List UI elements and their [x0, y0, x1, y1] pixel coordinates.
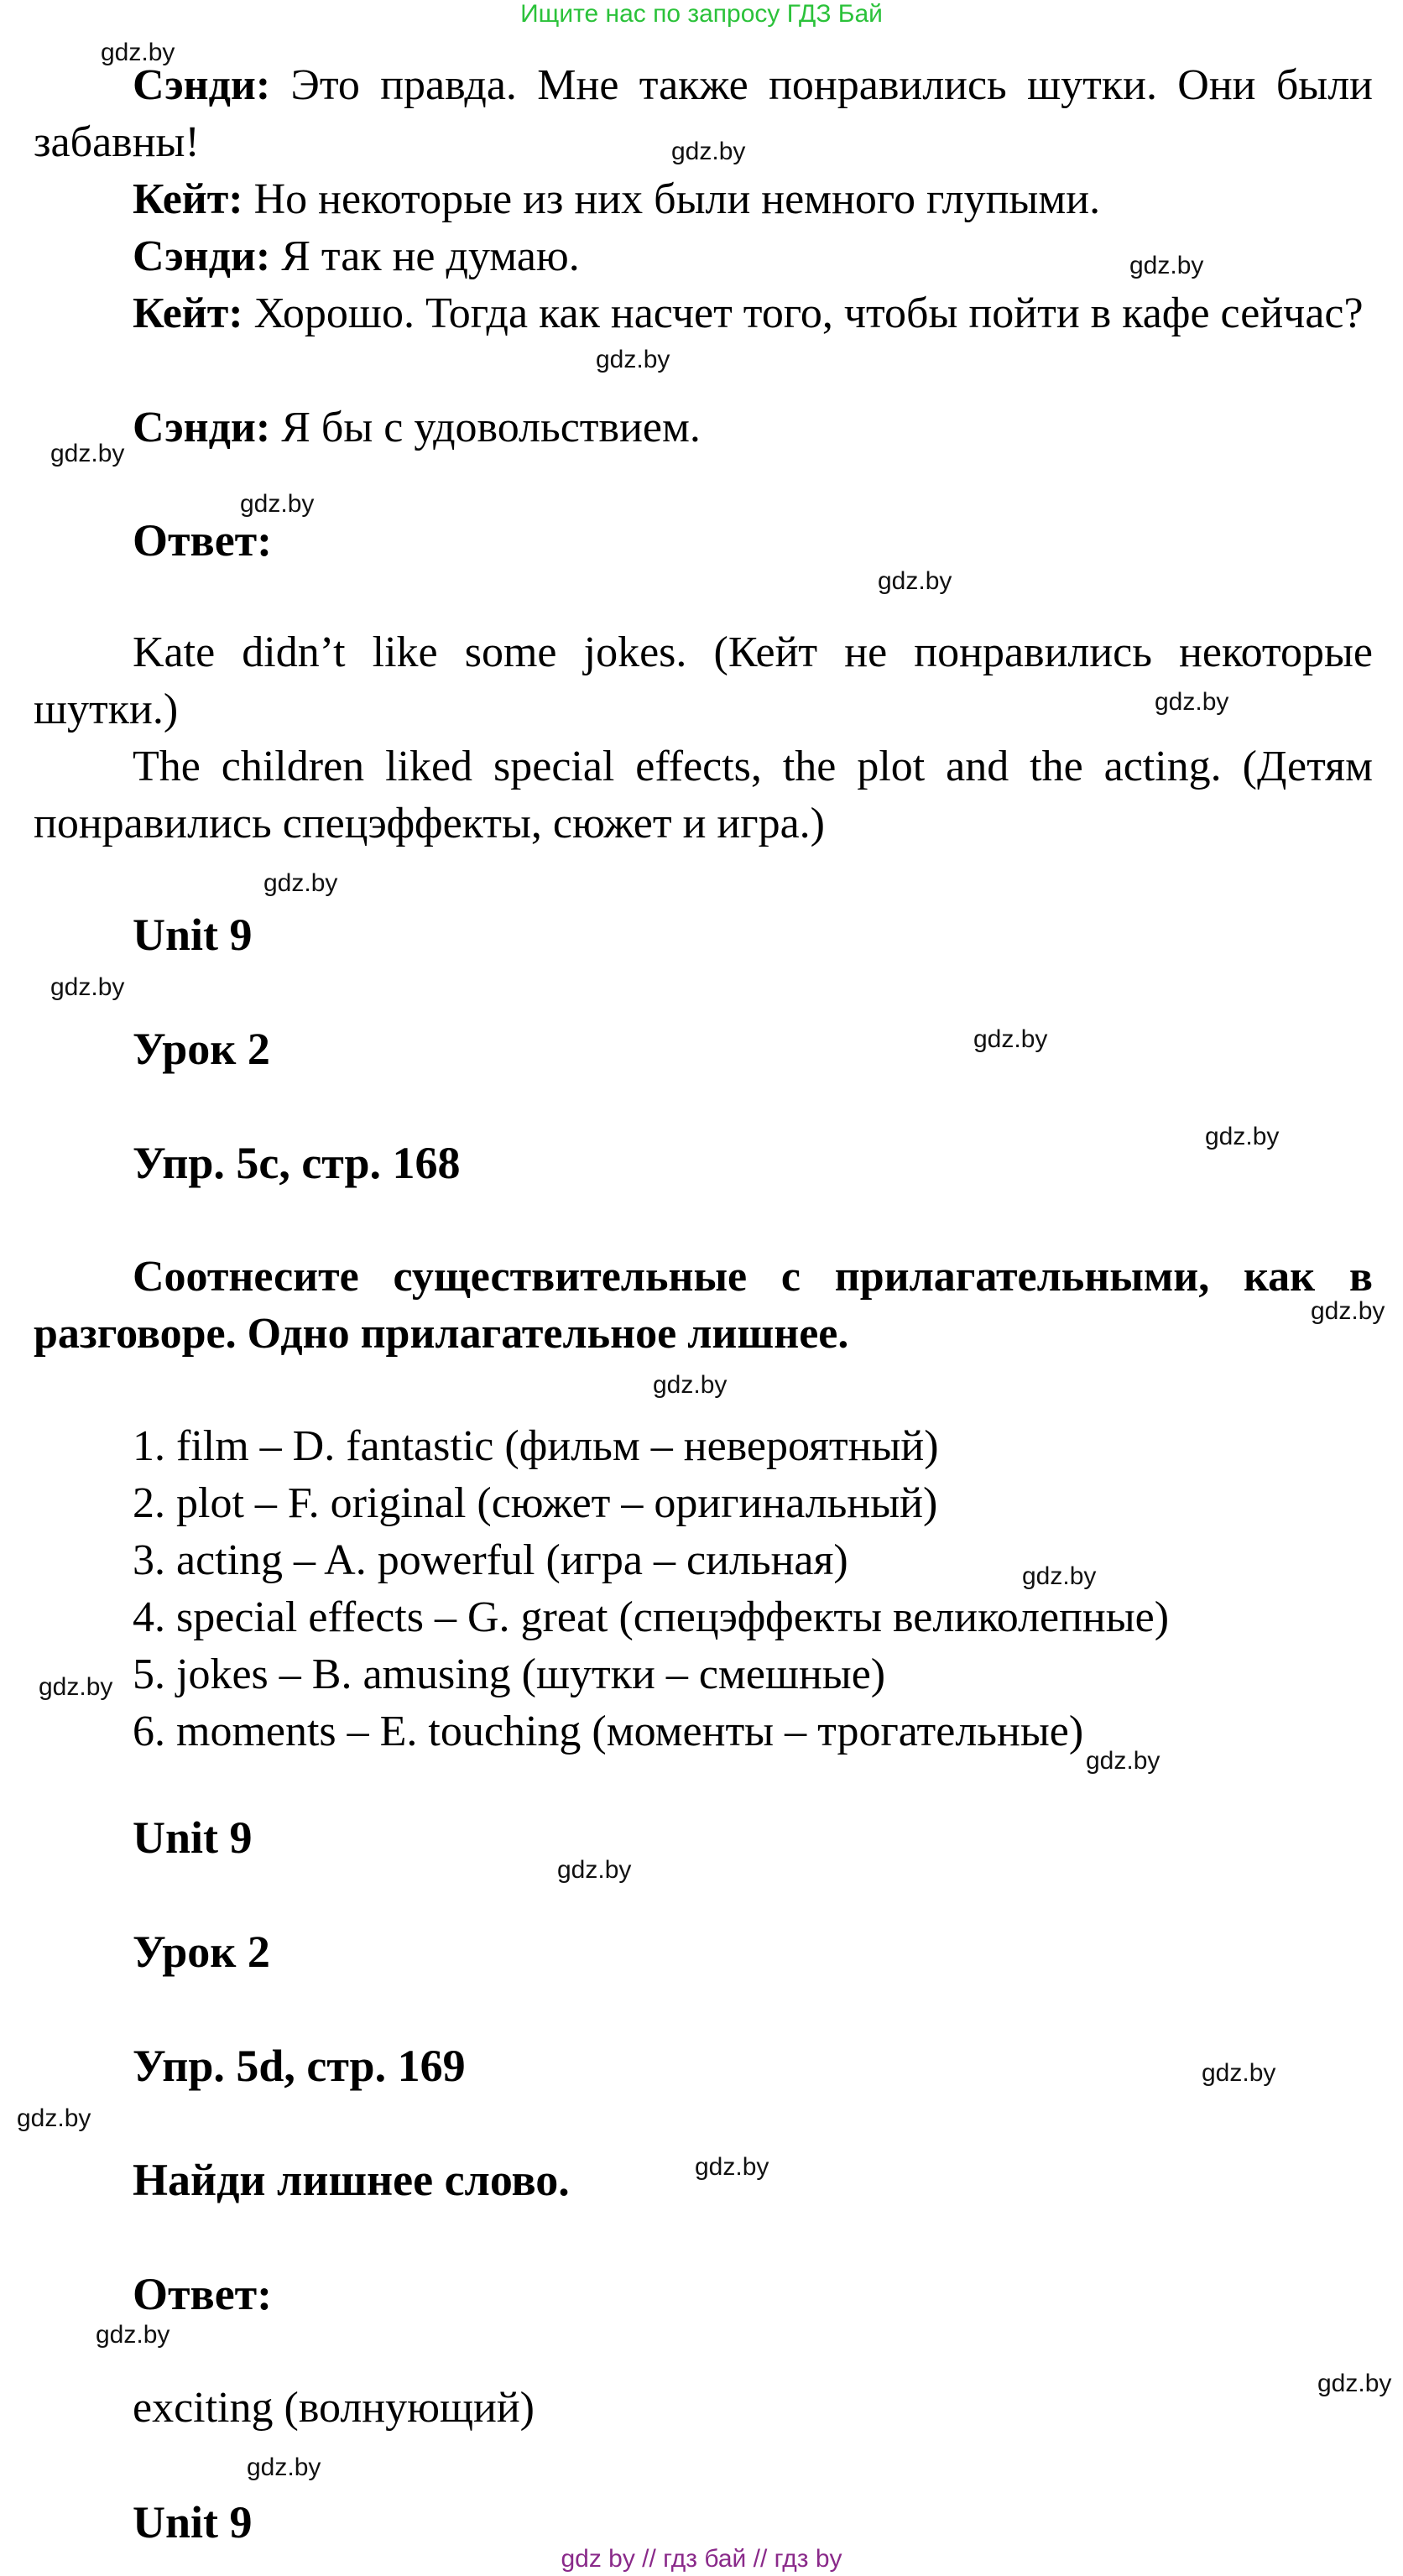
watermark: gdz.by: [695, 2153, 769, 2181]
list-item: 1. film – D. fantastic (фильм – невероятный): [133, 1422, 939, 1470]
dialogue-text: Но некоторые из них были немного глупыми.: [243, 175, 1101, 223]
unit-heading: Unit 9: [133, 910, 253, 960]
speaker-label: Кейт:: [133, 175, 243, 223]
watermark: gdz.by: [1155, 688, 1229, 716]
watermark: gdz.by: [1022, 1562, 1097, 1590]
list-item: 6. moments – E. touching (моменты – трогательные): [133, 1708, 1084, 1755]
watermark: gdz.by: [1311, 1297, 1385, 1325]
dialogue-text: Хорошо. Тогда как насчет того, чтобы пойти в кафе сейчас?: [243, 289, 1364, 337]
watermark: gdz.by: [1086, 1747, 1160, 1775]
answer-paragraph: The children liked special effects, the plot and the acting. (Детям понравились спецэффекты, сюжет и игра.): [34, 743, 1373, 847]
dialogue-text: Я так не думаю.: [270, 232, 580, 280]
unit-heading: Unit 9: [133, 1812, 253, 1863]
list-item: 5. jokes – B. amusing (шутки – смешные): [133, 1650, 886, 1698]
watermark: gdz.by: [671, 138, 746, 165]
watermark: gdz.by: [17, 2104, 91, 2132]
watermark: gdz.by: [1202, 2059, 1276, 2087]
dialogue-line: [34, 171, 1373, 228]
dialogue-line: [34, 399, 1373, 456]
answer-heading: Ответ:: [133, 2269, 273, 2319]
task-instruction: Найди лишнее слово.: [133, 2155, 570, 2205]
list-item: 4. special effects – G. great (спецэффекты великолепные): [133, 1593, 1170, 1641]
watermark: gdz.by: [50, 973, 125, 1001]
speaker-label: Сэнди:: [133, 232, 271, 280]
task-instruction: Соотнесите существительные с прилагательными, как в разговоре. Одно прилагательное лишнее.: [34, 1253, 1373, 1358]
speaker-label: Кейт:: [133, 289, 243, 337]
lesson-heading: Урок 2: [133, 1927, 270, 1977]
answer-text: exciting (волнующий): [133, 2384, 535, 2432]
unit-heading: Unit 9: [133, 2497, 253, 2547]
speaker-label: Сэнди:: [133, 404, 271, 451]
list-item: 2. plot – F. original (сюжет – оригинальный): [133, 1479, 938, 1527]
answer-heading: Ответ:: [133, 515, 273, 566]
watermark: gdz.by: [39, 1673, 113, 1701]
watermark: gdz.by: [96, 2321, 170, 2349]
exercise-heading: Упр. 5d, стр. 169: [133, 2041, 466, 2091]
watermark: gdz.by: [1129, 252, 1204, 279]
watermark: gdz.by: [101, 39, 175, 66]
dialogue-text: Это правда. Мне также понравились шутки. Они были забавны!: [34, 61, 1373, 166]
search-hint-banner: Ищите нас по запросу ГДЗ Бай: [520, 0, 883, 28]
watermark: gdz.by: [557, 1856, 632, 1884]
lesson-heading: Урок 2: [133, 1024, 270, 1074]
watermark: gdz.by: [596, 346, 670, 373]
watermark: gdz.by: [247, 2453, 321, 2481]
speaker-label: Сэнди:: [133, 61, 271, 109]
footer-banner: gdz by // гдз бай // гдз by: [561, 2545, 842, 2573]
watermark: gdz.by: [1317, 2370, 1392, 2397]
watermark: gdz.by: [1205, 1123, 1280, 1150]
watermark: gdz.by: [263, 869, 338, 897]
watermark: gdz.by: [653, 1371, 728, 1399]
watermark: gdz.by: [973, 1025, 1048, 1053]
watermark: gdz.by: [878, 567, 952, 595]
watermark: gdz.by: [240, 490, 315, 518]
dialogue-line: [34, 285, 1373, 342]
dialogue-text: Я бы с удовольствием.: [270, 404, 701, 451]
exercise-heading: Упр. 5с, стр. 168: [133, 1138, 461, 1188]
watermark: gdz.by: [50, 440, 125, 467]
answer-paragraph: Kate didn’t like some jokes. (Кейт не понравились некоторые шутки.): [34, 628, 1373, 733]
list-item: 3. acting – A. powerful (игра – сильная): [133, 1536, 848, 1584]
